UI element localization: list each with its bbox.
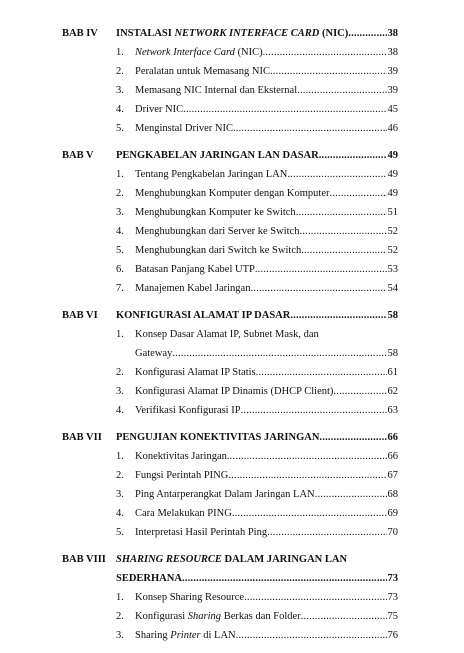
text-segment: DALAM JARINGAN LAN bbox=[221, 554, 348, 565]
italic-text: Printer bbox=[170, 630, 201, 641]
entry-title bbox=[135, 523, 267, 542]
text-segment: Menghubungkan dari Switch ke Switch bbox=[135, 245, 302, 256]
dot-leader bbox=[287, 165, 386, 184]
page-number: 61 bbox=[387, 367, 398, 378]
toc-item bbox=[62, 62, 398, 81]
chapter-heading bbox=[62, 24, 398, 43]
dot-leader bbox=[270, 62, 386, 81]
page-number: 68 bbox=[387, 489, 398, 500]
page-number: 46 bbox=[387, 123, 398, 134]
toc-item bbox=[62, 504, 398, 523]
entry-line bbox=[135, 203, 398, 222]
entry-line bbox=[135, 62, 398, 81]
entry-line bbox=[116, 569, 398, 588]
entry-title bbox=[135, 504, 232, 523]
toc-item bbox=[62, 279, 398, 298]
entry-line bbox=[135, 279, 398, 298]
entry-line bbox=[135, 100, 398, 119]
toc-item bbox=[62, 363, 398, 382]
text-segment: Tentang Pengkabelan Jaringan LAN bbox=[135, 169, 288, 180]
text-segment: PENGKABELAN JARINGAN LAN DASAR bbox=[116, 150, 319, 161]
page-number: 38 bbox=[387, 28, 398, 39]
entry-line bbox=[116, 24, 398, 43]
page-number: 73 bbox=[387, 592, 398, 603]
page-number: 45 bbox=[387, 104, 398, 115]
dot-leader bbox=[255, 260, 387, 279]
item-number: 1. bbox=[116, 169, 124, 180]
entry-title bbox=[135, 203, 296, 222]
text-segment: INSTALASI bbox=[116, 28, 175, 39]
item-number: 6. bbox=[116, 264, 124, 275]
item-number: 3. bbox=[116, 386, 124, 397]
toc-item bbox=[62, 401, 398, 420]
entry-title bbox=[135, 43, 263, 62]
dot-leader bbox=[330, 184, 387, 203]
entry-title bbox=[116, 569, 182, 588]
text-segment: PENGUJIAN KONEKTIVITAS JARINGAN bbox=[116, 432, 320, 443]
page-number: 76 bbox=[387, 630, 398, 641]
entry-title bbox=[135, 607, 301, 626]
entry-line bbox=[135, 466, 398, 485]
dot-leader bbox=[182, 569, 387, 588]
page-number: 49 bbox=[387, 150, 398, 161]
dot-leader bbox=[297, 81, 386, 100]
toc-item-continued bbox=[62, 344, 398, 363]
entry-title bbox=[135, 222, 299, 241]
text-segment: Verifikasi Konfigurasi IP bbox=[135, 405, 241, 416]
toc-item bbox=[62, 100, 398, 119]
entry-line bbox=[135, 588, 398, 607]
text-segment: Konsep Dasar Alamat IP, Subnet Mask, dan bbox=[135, 329, 319, 340]
entry-line bbox=[135, 119, 398, 138]
page-number: 69 bbox=[387, 508, 398, 519]
text-segment: Konfigurasi bbox=[135, 611, 188, 622]
dot-leader bbox=[227, 447, 387, 466]
chapter-heading-continued bbox=[62, 569, 398, 588]
entry-title bbox=[135, 588, 244, 607]
entry-line bbox=[135, 222, 398, 241]
item-number: 2. bbox=[116, 470, 124, 481]
text-segment: Menghubungkan Komputer dengan Komputer bbox=[135, 188, 330, 199]
entry-line bbox=[116, 550, 398, 569]
chapter-label: BAB IV bbox=[62, 28, 98, 39]
text-segment: KONFIGURASI ALAMAT IP DASAR bbox=[116, 310, 291, 321]
dot-leader bbox=[290, 306, 386, 325]
entry-title bbox=[116, 550, 347, 569]
entry-title bbox=[135, 466, 228, 485]
chapter-label: BAB V bbox=[62, 150, 94, 161]
item-number: 5. bbox=[116, 245, 124, 256]
entry-line bbox=[135, 382, 398, 401]
chapter-block bbox=[62, 550, 398, 645]
text-segment: Menghubungkan dari Server ke Switch bbox=[135, 226, 300, 237]
text-segment: SEDERHANA bbox=[116, 573, 182, 584]
entry-title bbox=[135, 485, 315, 504]
item-number: 1. bbox=[116, 47, 124, 58]
entry-title bbox=[135, 382, 333, 401]
italic-text: SHARING RESOURCE bbox=[116, 554, 222, 565]
toc-item bbox=[62, 184, 398, 203]
item-number: 1. bbox=[116, 592, 124, 603]
entry-title bbox=[135, 401, 241, 420]
text-segment: Ping Antarperangkat Dalam Jaringan LAN bbox=[135, 489, 315, 500]
item-number: 4. bbox=[116, 508, 124, 519]
page-number: 53 bbox=[387, 264, 398, 275]
text-segment: Sharing bbox=[135, 630, 171, 641]
item-number: 1. bbox=[116, 329, 124, 340]
toc-item bbox=[62, 626, 398, 645]
text-segment: Batasan Panjang Kabel UTP bbox=[135, 264, 255, 275]
entry-line bbox=[116, 428, 398, 447]
text-segment: Menginstal Driver NIC bbox=[135, 123, 233, 134]
entry-line bbox=[116, 306, 398, 325]
item-number: 4. bbox=[116, 226, 124, 237]
item-number: 4. bbox=[116, 405, 124, 416]
entry-title bbox=[116, 24, 348, 43]
text-segment: Cara Melakukan PING bbox=[135, 508, 232, 519]
toc-item bbox=[62, 447, 398, 466]
entry-title bbox=[135, 260, 255, 279]
entry-title bbox=[116, 306, 290, 325]
chapter-label: BAB VII bbox=[62, 432, 102, 443]
dot-leader bbox=[333, 382, 386, 401]
item-number: 3. bbox=[116, 489, 124, 500]
dot-leader bbox=[241, 401, 387, 420]
dot-leader bbox=[315, 485, 387, 504]
entry-title bbox=[135, 447, 227, 466]
italic-text: Network Interface Card bbox=[135, 47, 235, 58]
dot-leader bbox=[233, 119, 387, 138]
toc-item bbox=[62, 260, 398, 279]
text-segment: Memasang NIC Internal dan Eksternal bbox=[135, 85, 298, 96]
text-segment: Konfigurasi Alamat IP Dinamis (DHCP Client) bbox=[135, 386, 334, 397]
page-number: 66 bbox=[387, 451, 398, 462]
dot-leader bbox=[172, 344, 386, 363]
entry-title bbox=[135, 325, 319, 344]
item-number: 2. bbox=[116, 611, 124, 622]
text-segment: Interpretasi Hasil Perintah Ping bbox=[135, 527, 268, 538]
dot-leader bbox=[348, 24, 386, 43]
entry-title bbox=[116, 146, 319, 165]
text-segment: Driver NIC bbox=[135, 104, 184, 115]
chapter-heading bbox=[62, 146, 398, 165]
item-number: 3. bbox=[116, 85, 124, 96]
page-number: 51 bbox=[387, 207, 398, 218]
entry-line bbox=[135, 626, 398, 645]
entry-title bbox=[135, 279, 250, 298]
toc-item bbox=[62, 241, 398, 260]
toc-item bbox=[62, 466, 398, 485]
text-segment: Manajemen Kabel Jaringan bbox=[135, 283, 251, 294]
dot-leader bbox=[236, 626, 387, 645]
toc-item bbox=[62, 81, 398, 100]
dot-leader bbox=[183, 100, 386, 119]
entry-title bbox=[135, 100, 183, 119]
dot-leader bbox=[263, 43, 387, 62]
page-number: 66 bbox=[387, 432, 398, 443]
text-segment: Konektivitas Jaringan bbox=[135, 451, 227, 462]
toc-item bbox=[62, 165, 398, 184]
dot-leader bbox=[319, 146, 387, 165]
chapter-block bbox=[62, 24, 398, 138]
dot-leader bbox=[301, 241, 386, 260]
chapter-label: BAB VIII bbox=[62, 554, 106, 565]
page-number: 63 bbox=[387, 405, 398, 416]
item-number: 7. bbox=[116, 283, 124, 294]
page-number: 54 bbox=[387, 283, 398, 294]
dot-leader bbox=[228, 466, 386, 485]
text-segment: Berkas dan Folder bbox=[221, 611, 301, 622]
item-number: 4. bbox=[116, 104, 124, 115]
page-number: 62 bbox=[387, 386, 398, 397]
entry-line bbox=[135, 260, 398, 279]
entry-title bbox=[135, 62, 270, 81]
page-number: 70 bbox=[387, 527, 398, 538]
entry-title bbox=[135, 344, 172, 363]
text-segment: Gateway bbox=[135, 348, 173, 359]
entry-line bbox=[135, 401, 398, 420]
entry-title bbox=[135, 241, 301, 260]
page-number: 49 bbox=[387, 169, 398, 180]
entry-line bbox=[135, 523, 398, 542]
toc-item bbox=[62, 119, 398, 138]
page-number: 49 bbox=[387, 188, 398, 199]
entry-title bbox=[135, 363, 256, 382]
entry-line bbox=[135, 485, 398, 504]
page-number: 67 bbox=[387, 470, 398, 481]
toc-item bbox=[62, 222, 398, 241]
entry-title bbox=[116, 428, 319, 447]
entry-line bbox=[135, 165, 398, 184]
entry-line bbox=[135, 43, 398, 62]
dot-leader bbox=[296, 203, 387, 222]
dot-leader bbox=[250, 279, 386, 298]
entry-line bbox=[135, 447, 398, 466]
item-number: 3. bbox=[116, 207, 124, 218]
entry-line bbox=[135, 184, 398, 203]
dot-leader bbox=[244, 588, 386, 607]
page-number: 58 bbox=[387, 310, 398, 321]
item-number: 2. bbox=[116, 367, 124, 378]
page-number: 39 bbox=[387, 66, 398, 77]
entry-title bbox=[135, 184, 330, 203]
entry-line bbox=[135, 607, 398, 626]
page-number: 39 bbox=[387, 85, 398, 96]
entry-title bbox=[135, 626, 236, 645]
dot-leader bbox=[299, 222, 386, 241]
italic-text: Sharing bbox=[187, 611, 222, 622]
chapter-heading bbox=[62, 550, 398, 569]
dot-leader bbox=[256, 363, 387, 382]
text-segment: Peralatan untuk Memasang NIC bbox=[135, 66, 271, 77]
entry-line bbox=[135, 344, 398, 363]
dot-leader bbox=[301, 607, 387, 626]
page-number: 52 bbox=[387, 245, 398, 256]
text-segment: Konfigurasi Alamat IP Statis bbox=[135, 367, 256, 378]
toc-item bbox=[62, 43, 398, 62]
entry-line bbox=[116, 146, 398, 165]
toc-item bbox=[62, 325, 398, 344]
chapter-block bbox=[62, 428, 398, 542]
chapter-block bbox=[62, 306, 398, 420]
text-segment: Fungsi Perintah PING bbox=[135, 470, 229, 481]
chapter-heading bbox=[62, 306, 398, 325]
toc-item bbox=[62, 588, 398, 607]
table-of-contents bbox=[62, 24, 398, 653]
entry-line bbox=[135, 363, 398, 382]
entry-title bbox=[135, 119, 233, 138]
text-segment: (NIC) bbox=[234, 47, 263, 58]
chapter-heading bbox=[62, 428, 398, 447]
item-number: 5. bbox=[116, 123, 124, 134]
entry-title bbox=[135, 165, 287, 184]
dot-leader bbox=[319, 428, 386, 447]
toc-item bbox=[62, 523, 398, 542]
item-number: 2. bbox=[116, 188, 124, 199]
text-segment: di LAN bbox=[200, 630, 236, 641]
page-number: 73 bbox=[387, 573, 398, 584]
item-number: 1. bbox=[116, 451, 124, 462]
entry-line bbox=[135, 504, 398, 523]
entry-line bbox=[135, 241, 398, 260]
entry-title bbox=[135, 81, 297, 100]
entry-line bbox=[135, 81, 398, 100]
chapter-block bbox=[62, 146, 398, 298]
page-number: 38 bbox=[387, 47, 398, 58]
toc-item bbox=[62, 203, 398, 222]
text-segment: (NIC) bbox=[319, 28, 349, 39]
page-number: 52 bbox=[387, 226, 398, 237]
item-number: 3. bbox=[116, 630, 124, 641]
page-number: 58 bbox=[387, 348, 398, 359]
entry-line bbox=[135, 325, 398, 344]
chapter-label: BAB VI bbox=[62, 310, 98, 321]
dot-leader bbox=[267, 523, 386, 542]
page-number: 75 bbox=[387, 611, 398, 622]
text-segment: Menghubungkan Komputer ke Switch bbox=[135, 207, 296, 218]
toc-item bbox=[62, 607, 398, 626]
italic-text: NETWORK INTERFACE CARD bbox=[174, 28, 320, 39]
item-number: 5. bbox=[116, 527, 124, 538]
item-number: 2. bbox=[116, 66, 124, 77]
text-segment: Konsep Sharing Resource bbox=[135, 592, 245, 603]
toc-item bbox=[62, 485, 398, 504]
toc-item bbox=[62, 382, 398, 401]
dot-leader bbox=[232, 504, 387, 523]
